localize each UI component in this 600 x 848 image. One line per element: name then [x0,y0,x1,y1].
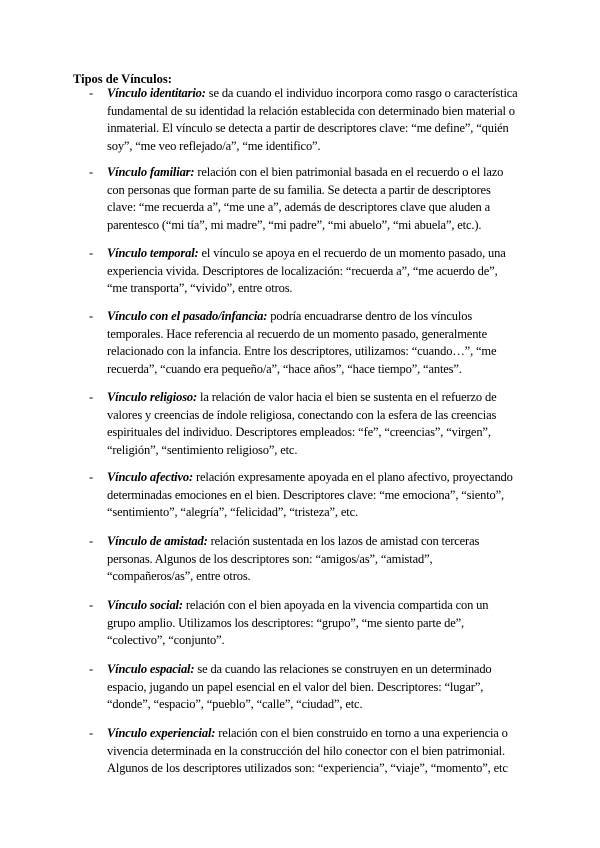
bullet-dash: - [89,309,94,323]
bullet-dash: - [89,165,94,179]
bond-description: la relación de valor hacia el bien se sustenta en el refuerzo de valores y creencias de índole religiosa, conectando con la esfera de las creencias espirituales del individuo. Descriptores empleados: “fe”, “creencias”, “virgen”, “religión”, “sentimiento religioso”, etc. [107,390,497,457]
bond-term: Vínculo de amistad: [107,534,208,548]
bond-term: Vínculo afectivo: [107,470,193,484]
bond-description: se da cuando las relaciones se construyen en un determinado espacio, jugando un papel esencial en el valor del bien. Descriptores: “lugar”, “donde”, “espacio”, “pueblo”, “calle”, “ciudad”, etc. [107,662,492,711]
bullet-dash: - [89,598,94,612]
list-item-body [107,597,519,650]
bond-description: relación con el bien construido en torno a una experiencia o vivencia determinada en la construcción del hilo conector con el bien patrimonial. Algunos de los descriptores utilizados son: “experiencia”, “viaje”, “momento”, etc [107,726,508,775]
bond-description: relación con el bien apoyada en la vivencia compartida con un grupo amplio. Utilizamos los descriptores: “grupo”, “me siento parte de”, “colectivo”, “conjunto”. [107,598,489,647]
bullet-dash: - [89,246,94,260]
list-item-body [107,469,519,522]
list-item-body [107,164,519,234]
bullet-dash: - [89,534,94,548]
bullet-dash: - [89,662,94,676]
bond-term: Vínculo experiencial: [107,726,216,740]
bond-term: Vínculo identitario: [107,86,206,100]
list-item-body [107,245,519,298]
bond-term: Vínculo con el pasado/infancia: [107,309,268,323]
bullet-dash: - [89,390,94,404]
bond-description: relación expresamente apoyada en el plano afectivo, proyectando determinadas emociones en el bien. Descriptores clave: “me emociona”, “siento”, “sentimiento”, “alegría”, “felicidad”, “tristeza”, etc. [107,470,513,519]
bond-term: Vínculo temporal: [107,246,199,260]
bullet-dash: - [89,86,94,100]
bond-description: el vínculo se apoya en el recuerdo de un momento pasado, una experiencia vivida. Descriptores de localización: “recuerda a”, “me acuerdo de”, “me transporta”, “vivido”, entre otros. [107,246,506,295]
bond-description: relación con el bien patrimonial basada en el recuerdo o el lazo con personas que forman parte de su familia. Se detecta a partir de descriptores clave: “me recuerda a”, “me une a”, además de descriptores clave que aluden a parentesco (“mi tía”, mi madre”, “mi padre”, “mi abuelo”, “mi abuela”, etc.). [107,165,504,232]
list-item-body [107,389,519,459]
bond-term: Vínculo espacial: [107,662,195,676]
bullet-dash: - [89,470,94,484]
list-item-body [107,661,519,714]
bond-description: se da cuando el individuo incorpora como rasgo o característica fundamental de su identidad la relación establecida con determinado bien material o inmaterial. El vínculo se detecta a partir de descriptores clave: “me define”, “quién soy”, “me veo reflejado/a”, “me identifico”. [107,86,518,153]
bullet-dash: - [89,726,94,740]
list-item-body [107,533,519,586]
list-item-body [107,308,519,378]
bond-description: podría encuadrarse dentro de los vínculos temporales. Hace referencia al recuerdo de un momento pasado, generalmente relacionado con la infancia. Entre los descriptores, utilizamos: “cuando…”, “me recuerda”, “cuando era pequeño/a”, “hace años”, “hace tiempo”, “antes”. [107,309,497,376]
list-item-body [107,85,519,155]
list-item-body [107,725,519,778]
bond-term: Vínculo familiar: [107,165,195,179]
bond-term: Vínculo social: [107,598,183,612]
section-heading: Tipos de Vínculos: [73,72,172,86]
bond-term: Vínculo religioso: [107,390,198,404]
bond-description: relación sustentada en los lazos de amistad con terceras personas. Algunos de los descriptores son: “amigos/as”, “amistad”, “compañeros/as”, entre otros. [107,534,480,583]
